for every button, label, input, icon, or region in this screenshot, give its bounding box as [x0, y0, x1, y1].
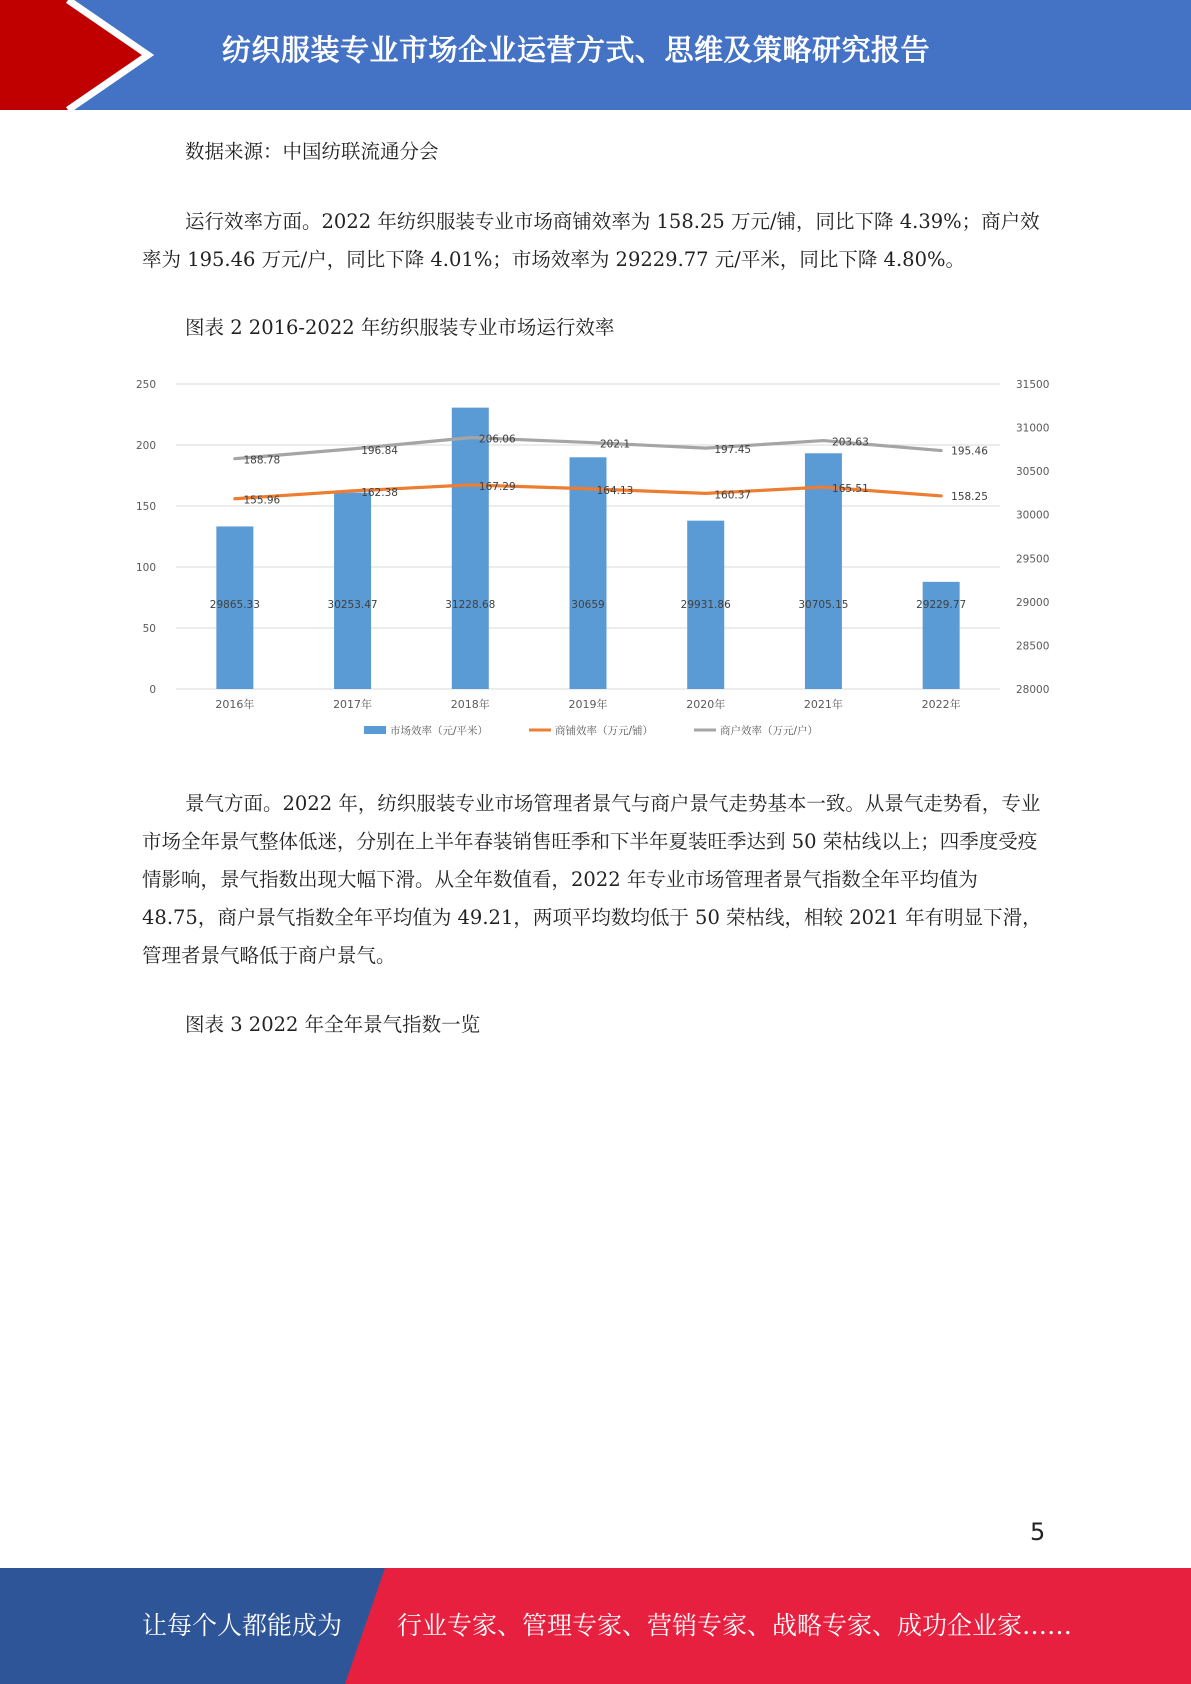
shop-efficiency-data-label: 162.38 [361, 486, 398, 499]
shop-efficiency-data-label: 158.25 [951, 490, 988, 503]
paragraph-sentiment: 景气方面。2022 年，纺织服装专业市场管理者景气与商户景气走势基本一致。从景气走势看，专业市场全年景气整体低迷，分别在上半年春装销售旺季和下半年夏装旺季达到 50 荣枯线以上；四季度受疫情影响，景气指数出现大幅下滑。从全年数值看，2022 年专业市场管理者景气指数全年平均值为 48.75，商户景气指数全年平均值为 49.21，两项平均数均低于 50 荣枯线，相较 2021 年有明显下滑，管理者景气略低于商户景气。 [142, 792, 1042, 967]
left-axis-tick-label: 50 [142, 623, 156, 635]
bar-data-label: 29931.86 [680, 599, 731, 611]
source-note: 数据来源：中国纺联流通分会 [185, 140, 439, 163]
merchant-efficiency-data-label: 196.84 [361, 444, 398, 457]
legend-label: 商户效率（万元/户） [720, 725, 819, 737]
x-axis-tick-label: 2016年 [215, 698, 255, 711]
x-axis-tick-label: 2018年 [450, 698, 490, 711]
figure-3-caption: 图表 3 2022 年全年景气指数一览 [185, 1013, 481, 1036]
figure-2-caption: 图表 2 2016-2022 年纺织服装专业市场运行效率 [185, 316, 615, 339]
shop-efficiency-data-label: 167.29 [478, 480, 516, 493]
figure-2-chart [134, 368, 1054, 748]
right-axis-tick-label: 31000 [1016, 422, 1050, 435]
header-title: 纺织服装专业市场企业运营方式、思维及策略研究报告 [222, 33, 931, 67]
merchant-efficiency-data-label: 197.45 [714, 444, 752, 457]
footer-slogan-right: 行业专家、管理专家、营销专家、战略专家、成功企业家…… [397, 1611, 1073, 1640]
right-axis-tick-label: 30500 [1016, 466, 1050, 479]
paragraph-efficiency: 运行效率方面。2022 年纺织服装专业市场商铺效率为 158.25 万元/铺，同比下降 4.39%；商户效率为 195.46 万元/户，同比下降 4.01%；市场效率为 29229.77 元/平米，同比下降 4.80%。 [142, 210, 1040, 271]
left-axis-tick-label: 0 [149, 684, 156, 696]
x-axis-tick-label: 2020年 [686, 698, 726, 711]
bar-data-label: 30253.47 [327, 599, 378, 611]
footer-slogan-left: 让每个人都能成为 [142, 1611, 343, 1640]
efficiency-chart-svg [134, 368, 1054, 748]
bar-market-efficiency [452, 408, 489, 689]
merchant-efficiency-data-label: 188.78 [243, 454, 281, 467]
merchant-efficiency-data-label: 195.46 [951, 445, 988, 458]
bar-market-efficiency [923, 582, 960, 689]
shop-efficiency-data-label: 165.51 [832, 483, 869, 496]
left-axis-tick-label: 200 [135, 440, 156, 452]
right-axis-tick-label: 28000 [1016, 684, 1050, 696]
legend-swatch-bar [364, 726, 386, 734]
x-axis-tick-label: 2022年 [921, 698, 961, 711]
left-axis-tick-label: 100 [135, 562, 156, 574]
header-arrow-graphic [0, 0, 160, 110]
shop-efficiency-data-label: 164.13 [596, 484, 634, 497]
right-axis-tick-label: 28500 [1016, 640, 1050, 653]
bar-market-efficiency [334, 493, 371, 689]
bar-data-label: 29229.77 [916, 599, 967, 611]
legend-label: 市场效率（元/平米） [390, 725, 489, 737]
shop-efficiency-data-label: 155.96 [243, 494, 281, 507]
right-axis-tick-label: 29000 [1016, 596, 1050, 609]
merchant-efficiency-data-label: 203.63 [832, 436, 869, 449]
bar-data-label: 31228.68 [445, 599, 496, 611]
left-axis-tick-label: 150 [135, 501, 156, 513]
page-footer [0, 1568, 1191, 1684]
header-arrow-red [0, 0, 148, 110]
right-axis-tick-label: 31500 [1016, 379, 1050, 391]
bar-data-label: 30659 [571, 599, 605, 611]
x-axis-tick-label: 2019年 [568, 698, 608, 711]
bar-data-label: 30705.15 [798, 599, 849, 611]
page-header [0, 0, 1191, 110]
x-axis-tick-label: 2021年 [803, 698, 843, 711]
right-axis-tick-label: 30000 [1016, 509, 1050, 522]
merchant-efficiency-data-label: 206.06 [478, 433, 516, 446]
legend-label: 商铺效率（万元/铺） [555, 725, 654, 737]
shop-efficiency-data-label: 160.37 [714, 489, 752, 502]
x-axis-tick-label: 2017年 [333, 698, 373, 711]
right-axis-tick-label: 29500 [1016, 553, 1050, 566]
merchant-efficiency-data-label: 202.1 [599, 438, 631, 451]
page-number: 5 [1030, 1518, 1046, 1546]
bar-data-label: 29865.33 [209, 599, 260, 611]
left-axis-tick-label: 250 [135, 379, 156, 391]
